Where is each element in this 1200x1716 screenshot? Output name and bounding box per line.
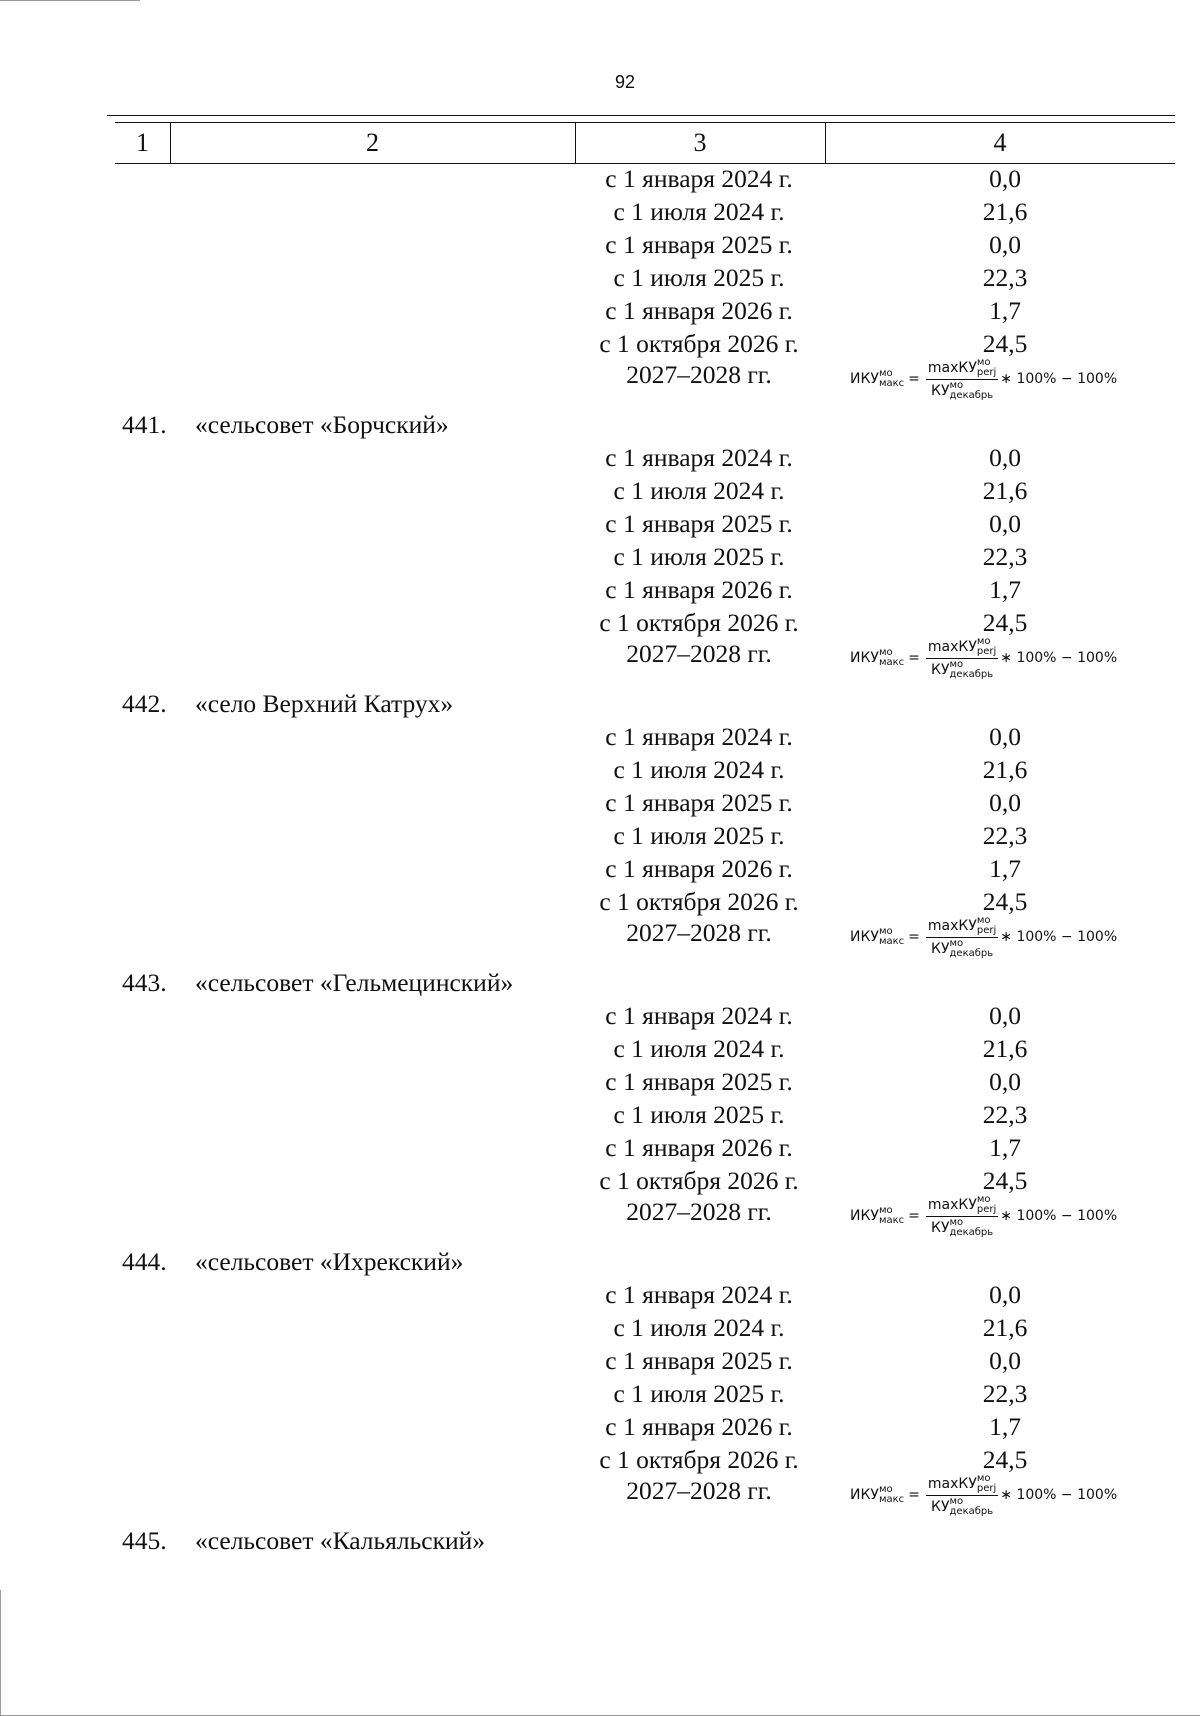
period-cell: с 1 января 2025 г.	[605, 230, 793, 259]
formula-row	[0, 1472, 1200, 1520]
value-cell: 1,7	[989, 854, 1021, 883]
period-cell: с 1 октября 2026 г.	[599, 608, 799, 637]
value-cell: 0,0	[989, 443, 1021, 472]
formula-denominator: КУ мо декабрь	[931, 1216, 994, 1238]
period-cell: с 1 июля 2024 г.	[613, 197, 785, 226]
formula-fraction	[926, 358, 998, 401]
period-cell: с 1 января 2025 г.	[605, 1346, 793, 1375]
value-cell: 0,0	[989, 1001, 1021, 1030]
value-cell: 1,7	[989, 1412, 1021, 1441]
table-row	[0, 507, 1200, 540]
period-cell: с 1 октября 2026 г.	[599, 329, 799, 358]
table-body	[0, 162, 1200, 1557]
period-cell: с 1 июля 2025 г.	[613, 263, 785, 292]
formula-numerator: maxКУ мо perj	[927, 914, 997, 936]
entry-title	[0, 1245, 1200, 1278]
table-row	[0, 228, 1200, 261]
value-cell: 0,0	[989, 1067, 1021, 1096]
period-cell: с 1 января 2026 г.	[605, 1133, 793, 1162]
formula-fraction	[926, 637, 998, 680]
formula-row	[0, 1193, 1200, 1241]
table-row	[0, 1065, 1200, 1098]
formula-numerator: maxКУ мо perj	[927, 635, 997, 657]
value-cell: 0,0	[989, 722, 1021, 751]
header-top-rule	[107, 115, 1175, 116]
period-cell: с 1 января 2026 г.	[605, 854, 793, 883]
table-row	[0, 294, 1200, 327]
period-cell: с 1 января 2025 г.	[605, 788, 793, 817]
value-cell: 0,0	[989, 788, 1021, 817]
value-cell: 24,5	[982, 1166, 1028, 1195]
period-cell: 2027–2028 гг.	[626, 918, 772, 947]
formula-equals: =	[908, 371, 920, 387]
entry-name: «сельсовет «Борчский»	[195, 410, 449, 439]
formula-row	[0, 914, 1200, 962]
value-cell: 21,6	[982, 1034, 1028, 1063]
table-row	[0, 573, 1200, 606]
table-row	[0, 786, 1200, 819]
ratio-formula	[850, 633, 1117, 683]
formula-equals: =	[908, 650, 920, 666]
table-row	[0, 1098, 1200, 1131]
value-cell: 1,7	[989, 296, 1021, 325]
period-cell: с 1 июля 2025 г.	[613, 1100, 785, 1129]
table-row	[0, 540, 1200, 573]
period-cell: с 1 октября 2026 г.	[599, 1166, 799, 1195]
formula-tail: ∗ 100% − 100%	[1000, 650, 1118, 666]
period-cell: с 1 октября 2026 г.	[599, 1445, 799, 1474]
formula-numerator: maxКУ мо perj	[927, 1193, 997, 1215]
table-row	[0, 999, 1200, 1032]
formula-numerator: maxКУ мо perj	[927, 1472, 997, 1494]
period-cell: с 1 июля 2025 г.	[613, 821, 785, 850]
period-cell: с 1 января 2025 г.	[605, 1067, 793, 1096]
page-number: 92	[614, 72, 636, 92]
ratio-formula	[850, 1191, 1117, 1241]
entry-title	[0, 687, 1200, 720]
formula-numerator: maxКУ мо perj	[927, 356, 997, 378]
value-cell: 21,6	[982, 755, 1028, 784]
formula-denominator: КУ мо декабрь	[931, 1495, 994, 1517]
formula-fraction	[926, 1195, 998, 1238]
value-cell: 22,3	[982, 1379, 1028, 1408]
formula-row	[0, 635, 1200, 683]
value-cell: 22,3	[982, 1100, 1028, 1129]
formula-equals: =	[908, 1487, 920, 1503]
formula-lhs: ИКУ мо макс	[850, 1205, 905, 1226]
entry-name: «село Верхний Катрух»	[195, 689, 454, 718]
value-cell: 0,0	[989, 1280, 1021, 1309]
table-row	[0, 1344, 1200, 1377]
formula-equals: =	[908, 1208, 920, 1224]
entry-number: 442.	[122, 689, 167, 718]
value-cell: 22,3	[982, 542, 1028, 571]
table-row	[0, 1410, 1200, 1443]
entry-name: «сельсовет «Ихрекский»	[195, 1247, 464, 1276]
formula-fraction	[926, 1474, 998, 1517]
formula-lhs: ИКУ мо макс	[850, 926, 905, 947]
header-col-3: 3	[693, 128, 707, 157]
period-cell: с 1 июля 2024 г.	[613, 476, 785, 505]
value-cell: 0,0	[989, 509, 1021, 538]
period-cell: с 1 октября 2026 г.	[599, 887, 799, 916]
table-row	[0, 720, 1200, 753]
formula-lhs: ИКУ мо макс	[850, 647, 905, 668]
formula-equals: =	[908, 929, 920, 945]
entry-title	[0, 966, 1200, 999]
value-cell: 24,5	[982, 329, 1028, 358]
period-cell: с 1 января 2024 г.	[605, 164, 793, 193]
scan-edge-left	[0, 1590, 1, 1716]
formula-lhs: ИКУ мо макс	[850, 1484, 905, 1505]
period-cell: 2027–2028 гг.	[626, 1197, 772, 1226]
table-row	[0, 1377, 1200, 1410]
period-cell: с 1 января 2024 г.	[605, 722, 793, 751]
table-row	[0, 1032, 1200, 1065]
table-row	[0, 474, 1200, 507]
entry-number: 443.	[122, 968, 167, 997]
value-cell: 0,0	[989, 1346, 1021, 1375]
scan-edge-top	[0, 0, 140, 1]
period-cell: с 1 января 2024 г.	[605, 443, 793, 472]
period-cell: с 1 января 2024 г.	[605, 1001, 793, 1030]
ratio-formula	[850, 1470, 1117, 1520]
entry-number: 441.	[122, 410, 167, 439]
period-cell: 2027–2028 гг.	[626, 360, 772, 389]
table-row	[0, 1278, 1200, 1311]
value-cell: 21,6	[982, 476, 1028, 505]
formula-tail: ∗ 100% − 100%	[1000, 929, 1118, 945]
period-cell: с 1 июля 2025 г.	[613, 542, 785, 571]
table-row	[0, 441, 1200, 474]
formula-tail: ∗ 100% − 100%	[1000, 1487, 1118, 1503]
value-cell: 21,6	[982, 1313, 1028, 1342]
value-cell: 22,3	[982, 821, 1028, 850]
period-cell: с 1 января 2026 г.	[605, 575, 793, 604]
value-cell: 24,5	[982, 887, 1028, 916]
table-row	[0, 852, 1200, 885]
entry-number: 445.	[122, 1526, 167, 1555]
period-cell: с 1 января 2025 г.	[605, 509, 793, 538]
formula-denominator: КУ мо декабрь	[931, 937, 994, 959]
formula-lhs: ИКУ мо макс	[850, 368, 905, 389]
period-cell: с 1 июля 2024 г.	[613, 1313, 785, 1342]
header-col-1: 1	[136, 128, 149, 157]
header-col-4: 4	[993, 128, 1007, 157]
table-row	[0, 1131, 1200, 1164]
value-cell: 24,5	[982, 1445, 1028, 1474]
table-row	[0, 753, 1200, 786]
formula-row	[0, 356, 1200, 404]
table-row	[0, 261, 1200, 294]
table-row	[0, 819, 1200, 852]
period-cell: 2027–2028 гг.	[626, 639, 772, 668]
period-cell: с 1 января 2026 г.	[605, 1412, 793, 1441]
value-cell: 24,5	[982, 608, 1028, 637]
formula-fraction	[926, 916, 998, 959]
value-cell: 1,7	[989, 575, 1021, 604]
value-cell: 22,3	[982, 263, 1028, 292]
period-cell: с 1 июля 2025 г.	[613, 1379, 785, 1408]
entry-name: «сельсовет «Кальяльский»	[195, 1526, 486, 1555]
formula-denominator: КУ мо декабрь	[931, 658, 994, 680]
entry-title	[0, 408, 1200, 441]
table-row	[0, 195, 1200, 228]
period-cell: с 1 июля 2024 г.	[613, 1034, 785, 1063]
ratio-formula	[850, 912, 1117, 962]
formula-tail: ∗ 100% − 100%	[1000, 371, 1118, 387]
entry-title	[0, 1524, 1200, 1557]
entry-name: «сельсовет «Гельмецинский»	[195, 968, 514, 997]
period-cell: 2027–2028 гг.	[626, 1476, 772, 1505]
table-row	[0, 162, 1200, 195]
period-cell: с 1 января 2026 г.	[605, 296, 793, 325]
formula-tail: ∗ 100% − 100%	[1000, 1208, 1118, 1224]
period-cell: с 1 января 2024 г.	[605, 1280, 793, 1309]
header-col-2: 2	[366, 128, 379, 157]
value-cell: 0,0	[989, 164, 1021, 193]
value-cell: 0,0	[989, 230, 1021, 259]
entry-number: 444.	[122, 1247, 167, 1276]
value-cell: 21,6	[982, 197, 1028, 226]
ratio-formula	[850, 354, 1117, 404]
table-header	[115, 122, 1175, 164]
period-cell: с 1 июля 2024 г.	[613, 755, 785, 784]
formula-denominator: КУ мо декабрь	[931, 379, 994, 401]
table-row	[0, 1311, 1200, 1344]
value-cell: 1,7	[989, 1133, 1021, 1162]
